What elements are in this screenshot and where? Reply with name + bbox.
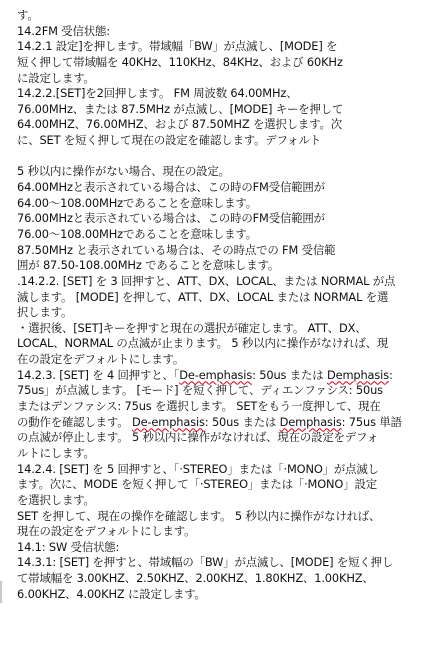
text-segment: : — [388, 367, 393, 382]
text-line — [17, 555, 437, 571]
text-segment: ルトにします。 — [17, 445, 95, 460]
text-segment: 14.2FM 受信状態: — [17, 23, 110, 38]
text-segment: 76.00～108.00MHzであることを意味します。 — [17, 226, 257, 241]
text-line — [17, 24, 437, 40]
text-segment: 14.1: SW 受信状態: — [17, 539, 120, 554]
text-line — [17, 71, 437, 87]
text-segment: 現在の設定をデフォルトにします。 — [17, 524, 196, 539]
text-line — [17, 571, 437, 587]
text-line — [17, 587, 437, 603]
text-line — [17, 86, 437, 102]
text-line — [17, 305, 437, 321]
text-line — [17, 446, 437, 462]
text-line — [17, 430, 437, 446]
text-segment: 択します。 — [17, 305, 73, 320]
text-segment: SET を押して、現在の操作を確認します。 5 秒以内に操作がなければ、 — [17, 508, 381, 523]
margin-marker — [0, 581, 2, 603]
text-segment: に、SET を短く押して現在の設定を確認します。デフォルト — [17, 133, 321, 148]
text-segment: 75us」が点滅します。 [モード] を短く押して、ディエンファシス: 50us — [17, 383, 383, 398]
text-line — [17, 211, 437, 227]
text-segment: 87.50MHz と表示されている場合は、その時点での FM 受信範 — [17, 242, 336, 257]
text-segment: 14.2.4. [SET] を 5 回押すと、「·STEREO」または「·MONO」が点滅し — [17, 461, 379, 476]
text-line — [17, 180, 437, 196]
text-line — [17, 290, 437, 306]
text-segment: 14.2.2.[SET]を2回押します。 FM 周波数 64.00MHz、 — [17, 86, 298, 101]
text-segment: の動作を確認します。 — [17, 414, 132, 429]
document-body — [17, 8, 437, 602]
text-segment: : 50us または — [204, 414, 280, 429]
text-segment: の点滅が停止します。 5 秒以内に操作がなければ、現在の設定をデフォ — [17, 430, 379, 445]
text-line — [17, 336, 437, 352]
text-segment: またはデンファシス: 75us を選択します。 SETをもう一度押して、現在 — [17, 399, 381, 414]
text-line — [17, 274, 437, 290]
text-line — [17, 196, 437, 212]
text-line — [17, 227, 437, 243]
text-line — [17, 524, 437, 540]
spellcheck-word: De-emphasis — [179, 367, 253, 382]
text-line — [17, 55, 437, 71]
text-line — [17, 509, 437, 525]
text-line — [17, 368, 437, 384]
spellcheck-word: De-emphasis — [131, 414, 205, 429]
text-segment: 64.00～108.00MHzであることを意味します。 — [17, 195, 257, 210]
text-line — [17, 493, 437, 509]
text-segment: 滅します。 [MODE] を押して、ATT、DX、LOCAL または NORMAL を選 — [17, 289, 389, 304]
text-line — [17, 8, 437, 24]
text-line — [17, 39, 437, 55]
text-segment: 6.00KHZ、4.00KHZ に設定します。 — [17, 586, 206, 601]
spellcheck-word: Demphasis — [326, 367, 389, 382]
text-segment: ます。次に、MODE を短く押して「·STEREO」または「·MONO」設定 — [17, 477, 377, 492]
text-line — [17, 258, 437, 274]
text-line — [17, 117, 437, 133]
text-segment: 在の設定をデフォルトにします。 — [17, 352, 185, 367]
text-segment: : 50us または — [252, 367, 327, 382]
text-segment: 64.00MHzと表示されている場合は、この時のFM受信範囲が — [17, 180, 325, 195]
text-segment: : 75us 単語 — [341, 414, 402, 429]
text-line — [17, 149, 437, 165]
text-line — [17, 540, 437, 556]
text-segment: 64.00MHZ、76.00MHZ、および 87.50MHZ を選択します。次 — [17, 117, 342, 132]
text-line — [17, 102, 437, 118]
text-line — [17, 383, 437, 399]
spellcheck-word: Demphasis — [279, 414, 342, 429]
text-segment: 囲が 87.50-108.00MHz であることを意味します。 — [17, 258, 280, 273]
text-line — [17, 133, 437, 149]
text-line — [17, 164, 437, 180]
text-line — [17, 462, 437, 478]
text-segment: 76.00MHz、または 87.5MHz が点滅し、[MODE] キーを押して — [17, 101, 344, 116]
text-segment: を選択します。 — [17, 492, 95, 507]
text-line — [17, 399, 437, 415]
text-line — [17, 415, 437, 431]
text-line — [17, 243, 437, 259]
text-line — [17, 477, 437, 493]
text-line — [17, 352, 437, 368]
text-line — [17, 321, 437, 337]
text-segment: 14.2.1 設定]を押します。帯域幅「BW」が点滅し、[MODE] を — [17, 39, 338, 54]
text-segment: 14.3.1: [SET] を押すと、帯域幅の「BW」が点滅し、[MODE] を短く押し — [17, 555, 394, 570]
text-segment: 76.00MHzと表示されている場合は、この時のFM受信範囲が — [17, 211, 325, 226]
text-segment: 14.2.3. [SET] を 4 回押すと、「 — [17, 367, 180, 382]
text-segment: 5 秒以内に操作がない場合、現在の設定。 — [17, 164, 230, 179]
text-segment: す。 — [17, 8, 39, 22]
text-segment: に設定します。 — [17, 70, 95, 85]
text-segment: て帯域幅を 3.00KHZ、2.50KHZ、2.00KHZ、1.80KHZ、1.00KHZ、 — [17, 571, 374, 586]
text-segment: LOCAL、NORMAL の点滅が止まります。 5 秒以内に操作がなければ、現 — [17, 336, 389, 351]
text-segment: ・選択後、[SET]キーを押すと現在の選択が確定します。 ATT、DX、 — [17, 320, 367, 335]
text-segment: .14.2.2. [SET] を 3 回押すと、ATT、DX、LOCAL、または NORMAL が点 — [17, 273, 396, 288]
text-segment: 短く押して帯域幅を 40KHz、110KHz、84KHz、および 60KHz — [17, 54, 343, 69]
